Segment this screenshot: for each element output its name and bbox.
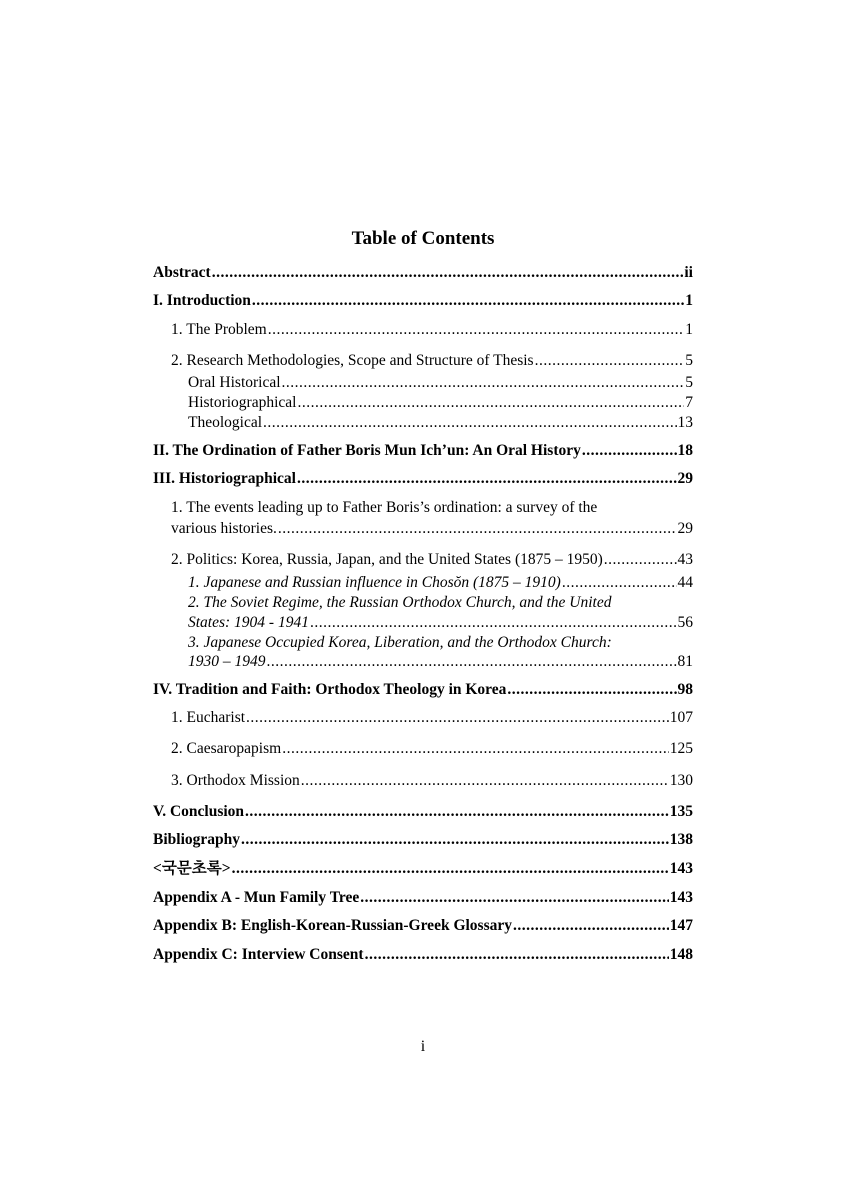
toc-entry-title: 2. Politics: Korea, Russia, Japan, and the United States (1875 – 1950) [171, 551, 603, 568]
toc-entry-tradition-faith[interactable] [153, 681, 693, 699]
toc-entry-title: 1. Eucharist [171, 709, 246, 726]
dot-leader [310, 614, 677, 632]
dot-leader [360, 889, 668, 907]
toc-entry-title: 1. Japanese and Russian influence in Chosŏn (1875 – 1910) [188, 574, 561, 591]
toc-entry-events-line1[interactable]: 1. The events leading up to Father Boris’s ordination: a survey of the [171, 499, 598, 516]
page-number: i [420, 1038, 426, 1055]
toc-entry-title: III. Historiographical [153, 470, 296, 487]
toc-entry-theological[interactable] [188, 414, 693, 432]
toc-entry-page: 44 [677, 574, 693, 591]
toc-entry-page: ii [684, 264, 693, 281]
toc-entry-title: Bibliography [153, 831, 240, 848]
toc-entry-conclusion[interactable] [153, 803, 693, 821]
toc-entry-page: 5 [685, 352, 693, 369]
toc-entry-page: 138 [669, 831, 693, 848]
toc-entry-title: 2. Research Methodologies, Scope and Structure of Thesis [171, 352, 534, 369]
toc-entry-title: Abstract [153, 264, 211, 281]
toc-entry-page: 125 [669, 740, 693, 757]
dot-leader [582, 442, 677, 460]
toc-entry-title: I. Introduction [153, 292, 251, 309]
toc-entry-title: Appendix B: English-Korean-Russian-Greek Glossary [153, 917, 512, 934]
toc-entry-page: 107 [669, 709, 693, 726]
toc-entry-historiographical-sub[interactable] [188, 394, 693, 412]
toc-entry-page: 29 [677, 520, 693, 537]
toc-entry-appendix-a[interactable] [153, 889, 693, 907]
toc-entry-page: 143 [669, 860, 693, 877]
toc-entry-title: 1. The Problem [171, 321, 267, 338]
dot-leader [297, 394, 684, 412]
toc-entry-page: 18 [677, 442, 693, 459]
toc-entry-page: 13 [677, 414, 693, 431]
toc-entry-caesaropapism[interactable] [171, 740, 693, 758]
dot-leader [562, 574, 677, 592]
toc-entry-title: 1930 – 1949 [188, 653, 266, 670]
toc-entry-title: 3. Orthodox Mission [171, 772, 300, 789]
toc-entry-japanese-occupied-line1[interactable]: 3. Japanese Occupied Korea, Liberation, and the Orthodox Church: [188, 634, 612, 651]
toc-entry-page: 5 [685, 374, 693, 391]
toc-entry-title: <국문초록> [153, 860, 231, 877]
toc-entry-page: 29 [677, 470, 693, 487]
toc-entry-events[interactable] [171, 520, 693, 538]
dot-leader [535, 352, 685, 370]
toc-entry-page: 43 [677, 551, 693, 568]
toc-entry-title: V. Conclusion [153, 803, 245, 820]
toc-entry-orthodox-mission[interactable] [171, 772, 693, 790]
toc-entry-title: Oral Historical [188, 374, 281, 391]
dot-leader [301, 772, 669, 790]
toc-entry-appendix-c[interactable] [153, 946, 693, 964]
dot-leader [241, 831, 669, 849]
dot-leader [604, 551, 677, 569]
toc-entry-page: 56 [677, 614, 693, 631]
toc-entry-bibliography[interactable] [153, 831, 693, 849]
toc-entry-page: 98 [677, 681, 693, 698]
toc-entry-oral-historical[interactable] [188, 374, 693, 392]
toc-entry-title: Theological [188, 414, 263, 431]
toc-entry-title: 2. Caesaropapism [171, 740, 282, 757]
toc-entry-ordination[interactable] [153, 442, 693, 460]
dot-leader [282, 374, 685, 392]
toc-entry-title: Appendix A - Mun Family Tree [153, 889, 360, 906]
dot-leader [365, 946, 669, 964]
toc-entry-soviet-regime[interactable] [188, 614, 693, 632]
toc-entry-page: 7 [685, 394, 693, 411]
dot-leader [282, 740, 669, 758]
dot-leader [246, 709, 669, 727]
dot-leader [268, 321, 685, 339]
toc-entry-page: 1 [685, 292, 693, 309]
dot-leader [507, 681, 676, 699]
toc-entry-historiographical[interactable] [153, 470, 693, 488]
toc-entry-eucharist[interactable] [171, 709, 693, 727]
toc-entry-page: 147 [669, 917, 693, 934]
toc-entry-title: Historiographical [188, 394, 297, 411]
toc-entry-title: various histories. [171, 520, 277, 537]
dot-leader [252, 292, 684, 310]
dot-leader [297, 470, 677, 488]
toc-entry-page: 148 [669, 946, 693, 963]
toc-entry-politics[interactable] [171, 551, 693, 569]
dot-leader [278, 520, 677, 538]
toc-entry-korean-abstract[interactable] [153, 860, 693, 878]
dot-leader [513, 917, 669, 935]
toc-entry-page: 130 [669, 772, 693, 789]
toc-entry-title: Appendix C: Interview Consent [153, 946, 364, 963]
toc-entry-page: 81 [677, 653, 693, 670]
toc-entry-title: States: 1904 - 1941 [188, 614, 309, 631]
toc-entry-japanese-russian-influence[interactable] [188, 574, 693, 592]
toc-entry-soviet-regime-line1[interactable]: 2. The Soviet Regime, the Russian Orthodox Church, and the United [188, 594, 612, 611]
page-title: Table of Contents [351, 228, 495, 249]
toc-entry-page: 135 [669, 803, 693, 820]
dot-leader [245, 803, 669, 821]
toc-entry-the-problem[interactable] [171, 321, 693, 339]
dot-leader [263, 414, 676, 432]
toc-entry-abstract[interactable] [153, 264, 693, 282]
toc-entry-japanese-occupied[interactable] [188, 653, 693, 671]
toc-entry-title: IV. Tradition and Faith: Orthodox Theology in Korea [153, 681, 507, 698]
toc-entry-page: 1 [685, 321, 693, 338]
toc-entry-introduction[interactable] [153, 292, 693, 310]
dot-leader [267, 653, 677, 671]
dot-leader [212, 264, 684, 282]
toc-entry-page: 143 [669, 889, 693, 906]
toc-entry-title: II. The Ordination of Father Boris Mun Ich’un: An Oral History [153, 442, 581, 459]
toc-entry-appendix-b[interactable] [153, 917, 693, 935]
dot-leader [232, 860, 669, 878]
toc-entry-research-methodologies[interactable] [171, 352, 693, 370]
